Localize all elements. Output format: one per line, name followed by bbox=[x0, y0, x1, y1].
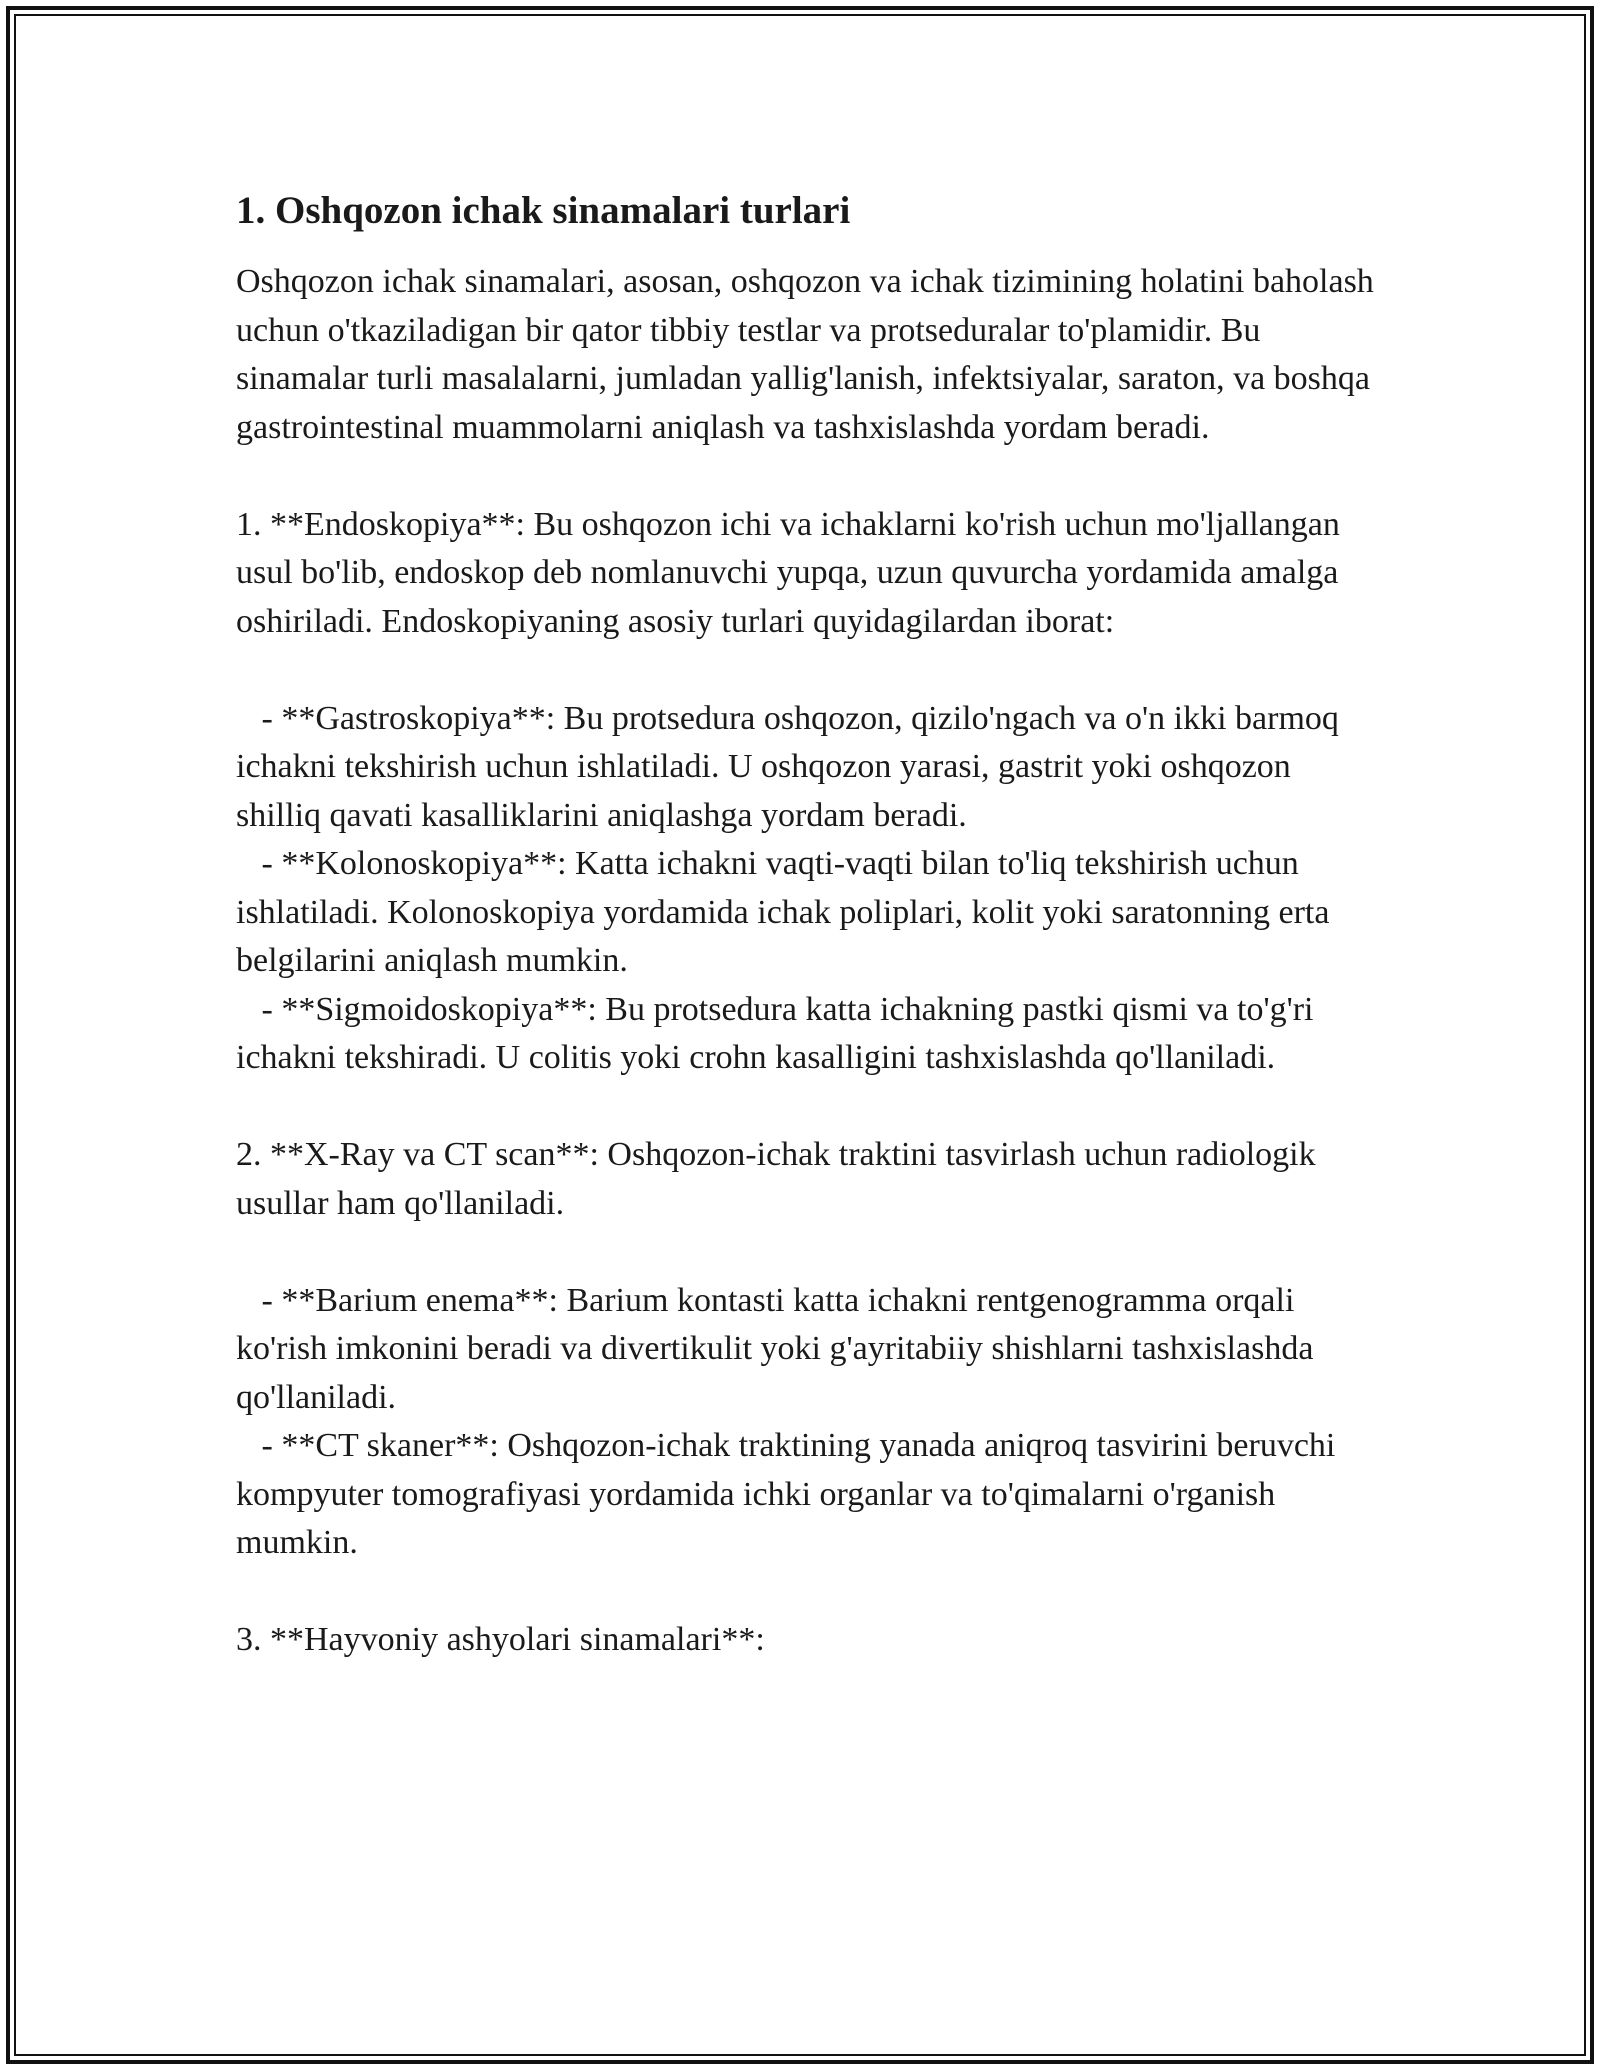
document-page bbox=[236, 186, 1376, 1665]
section-heading: 1. Oshqozon ichak sinamalari turlari bbox=[236, 189, 851, 232]
sub-item-sigmoidoskopiya: - **Sigmoidoskopiya**: Bu protsedura katta ichakning pastki qismi va to'g'ri ichakni tekshiradi. U colitis yoki crohn kasalligini tashxislashda qo'llaniladi. bbox=[236, 990, 1322, 1076]
paragraph-spacer bbox=[236, 1083, 1376, 1132]
list-item-endoskopiya: 1. **Endoskopiya**: Bu oshqozon ichi va ichaklarni ko'rish uchun mo'ljallangan usul bo'lib, endoskop deb nomlanuvchi yupqa, uzun quvurcha yordamida amalga oshiriladi. Endoskopiyaning asosiy turlari quyidagilardan iborat: bbox=[236, 505, 1340, 640]
paragraph-spacer bbox=[236, 452, 1376, 501]
sub-item-kolonoskopiya: - **Kolonoskopiya**: Katta ichakni vaqti-vaqti bilan to'liq tekshirish uchun ishlatiladi. Kolonoskopiya yordamida ichak poliplari, kolit yoki saratonning erta belgilarini aniqlash mumkin. bbox=[236, 845, 1338, 979]
paragraph-spacer bbox=[236, 1568, 1376, 1617]
intro-paragraph: Oshqozon ichak sinamalari, asosan, oshqozon va ichak tizimining holatini baholash uchun o'tkaziladigan bir qator tibbiy testlar va protseduralar to'plamidir. Bu sinamalar turli masalalarni, jumladan yallig'lanish, infektsiyalar, saraton, va boshqa gastrointestinal muammolarni aniqlash va tashxislashda yordam beradi. bbox=[236, 263, 1374, 446]
list-item-xray-ct: 2. **X-Ray va CT scan**: Oshqozon-ichak traktini tasvirlash uchun radiologik usullar ham qo'llaniladi. bbox=[236, 1136, 1316, 1222]
sub-item-barium-enema: - **Barium enema**: Barium kontasti katta ichakni rentgenogramma orqali ko'rish imkonini beradi va divertikulit yoki g'ayritabiiy shishlarni tashxislashda qo'llaniladi. bbox=[236, 1281, 1322, 1416]
list-item-hayvoniy: 3. **Hayvoniy ashyolari sinamalari**: bbox=[236, 1621, 765, 1658]
sub-item-gastroskopiya: - **Gastroskopiya**: Bu protsedura oshqozon, qizilo'ngach va o'n ikki barmoq ichakni tekshirish uchun ishlatiladi. U oshqozon yarasi, gastrit yoki oshqozon shilliq qavati kasalliklarini aniqlashga yordam beradi. bbox=[236, 699, 1348, 834]
paragraph-spacer bbox=[236, 1228, 1376, 1277]
sub-item-ct-skaner: - **CT skaner**: Oshqozon-ichak traktining yanada aniqroq tasvirini beruvchi kompyuter tomografiyasi yordamida ichki organlar va to'qimalarni o'rganish mumkin. bbox=[236, 1427, 1344, 1561]
paragraph-spacer bbox=[236, 646, 1376, 695]
